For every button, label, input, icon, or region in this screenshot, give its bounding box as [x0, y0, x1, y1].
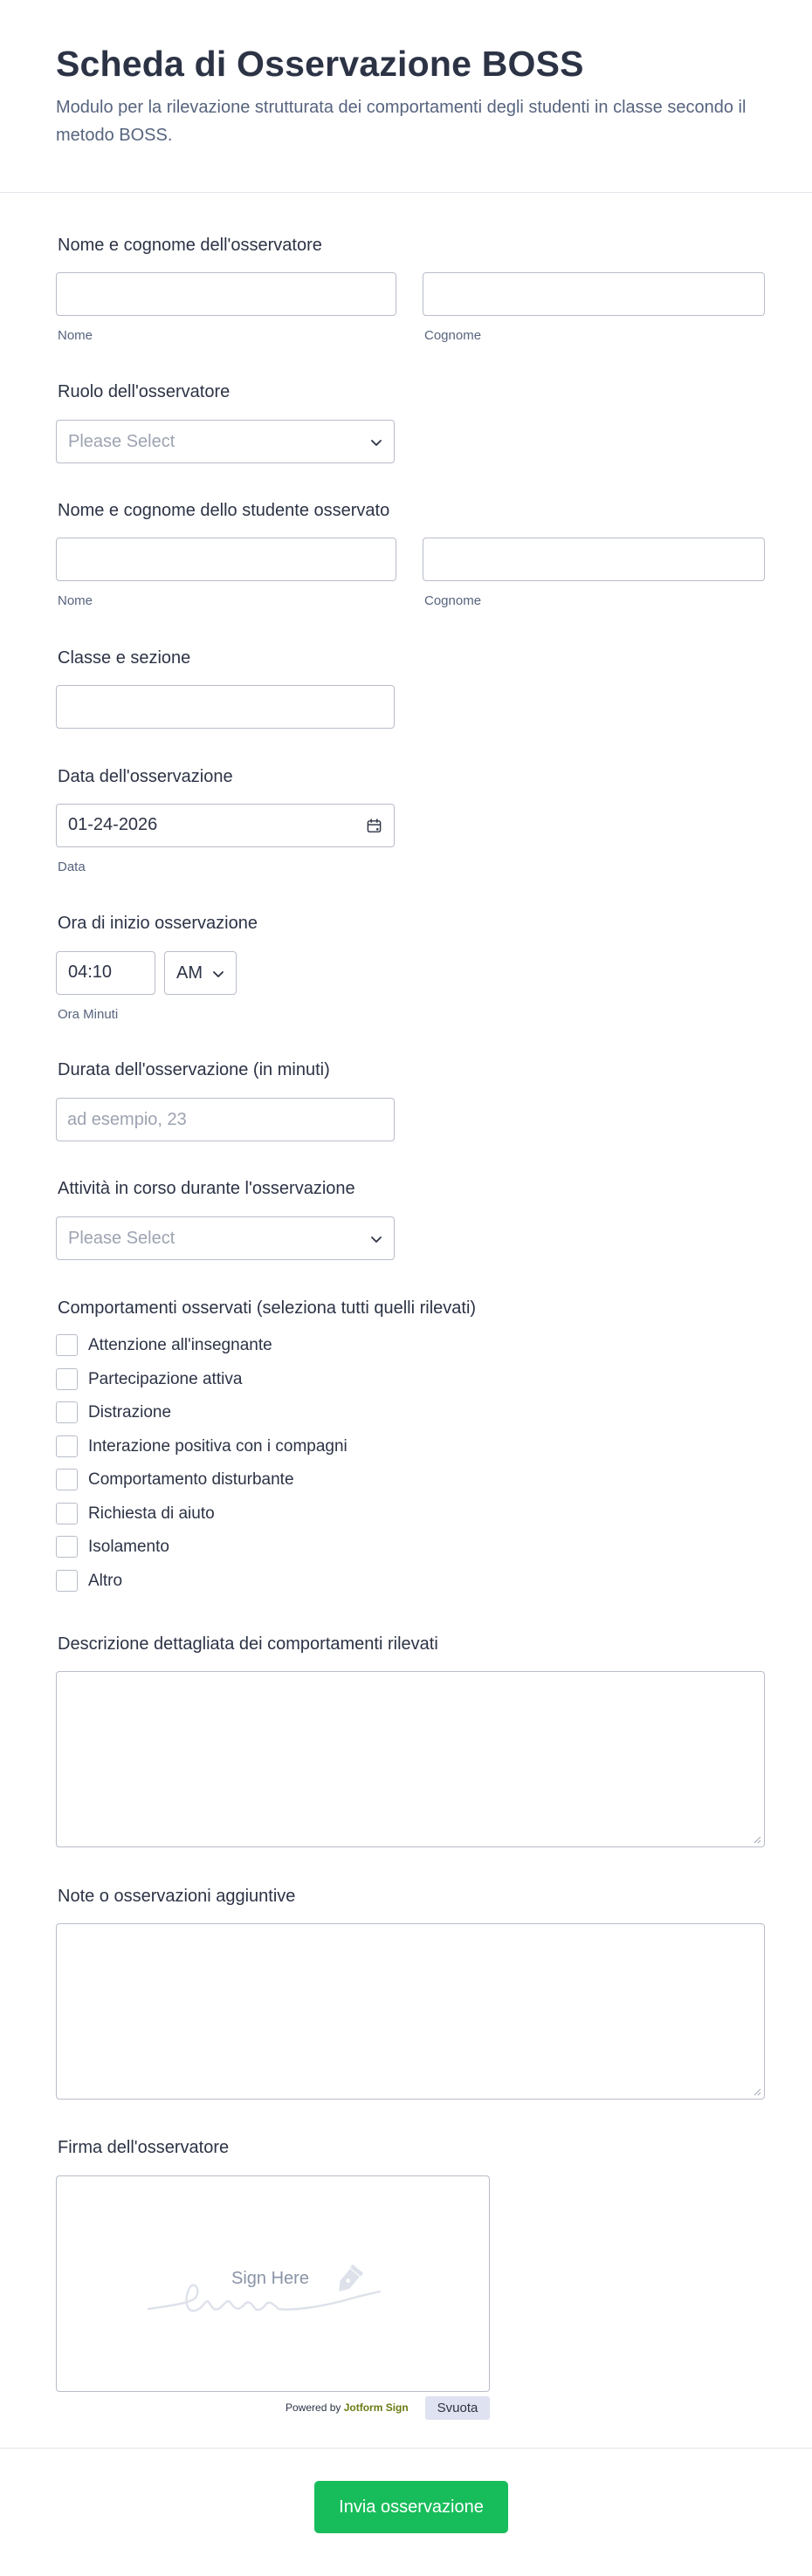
class-section-label: Classe e sezione — [58, 648, 191, 668]
notes-label: Note o osservazioni aggiuntive — [58, 1887, 296, 1906]
behavior-checkbox[interactable] — [56, 1469, 78, 1490]
student-name-label: Nome e cognome dello studente osservato — [58, 501, 390, 520]
form-title: Scheda di Osservazione BOSS — [56, 44, 584, 84]
student-last-name-sublabel: Cognome — [424, 593, 482, 608]
behavior-checkbox[interactable] — [56, 1503, 78, 1524]
behaviors-label: Comportamenti osservati (seleziona tutti quelli rilevati) — [58, 1298, 477, 1318]
behavior-checkbox[interactable] — [56, 1536, 78, 1558]
powered-by-text — [286, 2401, 409, 2414]
signature-placeholder-text: Sign Here — [231, 2269, 309, 2288]
observer-last-name-sublabel: Cognome — [424, 328, 482, 343]
observer-role-select[interactable] — [56, 420, 395, 463]
start-time-hour-minute-input[interactable] — [56, 951, 155, 995]
behavior-checkbox[interactable] — [56, 1334, 78, 1356]
submit-button[interactable]: Invia osservazione — [314, 2481, 508, 2533]
behavior-option-label: Distrazione — [88, 1403, 172, 1422]
footer-divider — [0, 2448, 812, 2449]
powered-by-brand: Jotform Sign — [343, 2401, 409, 2414]
behavior-option-label: Richiesta di aiuto — [88, 1504, 215, 1523]
behavior-option-label: Interazione positiva con i compagni — [88, 1436, 348, 1456]
student-last-name-input[interactable] — [423, 538, 765, 581]
start-time-value: 04:10 — [68, 963, 113, 982]
behavior-option-label: Isolamento — [88, 1538, 169, 1556]
observation-date-sublabel: Data — [58, 860, 86, 874]
behavior-option-label: Altro — [88, 1571, 123, 1590]
start-time-label: Ora di inizio osservazione — [58, 914, 258, 933]
observer-role-placeholder: Please Select — [68, 432, 175, 451]
resize-grip-icon[interactable] — [753, 2087, 761, 2096]
observer-role-label: Ruolo dell'osservatore — [58, 382, 231, 401]
activity-placeholder: Please Select — [68, 1229, 175, 1248]
form-subtitle: Modulo per la rilevazione strutturata dei comportamenti degli studenti in classe secondo il metodo BOSS. — [56, 98, 747, 145]
class-section-input[interactable] — [56, 685, 395, 729]
behavior-checkbox[interactable] — [56, 1368, 78, 1390]
description-textarea[interactable] — [56, 1671, 765, 1847]
activity-select[interactable] — [56, 1216, 395, 1260]
start-time-sublabel: Ora Minuti — [58, 1007, 119, 1022]
duration-input[interactable] — [56, 1098, 395, 1141]
student-first-name-input[interactable] — [56, 538, 396, 581]
chevron-down-icon — [211, 967, 225, 981]
observer-first-name-sublabel: Nome — [58, 328, 93, 343]
observation-date-label: Data dell'osservazione — [58, 767, 233, 786]
clear-signature-button[interactable]: Svuota — [425, 2396, 490, 2420]
duration-label: Durata dell'osservazione (in minuti) — [58, 1060, 330, 1079]
student-first-name-sublabel: Nome — [58, 593, 93, 608]
chevron-down-icon — [369, 1232, 383, 1246]
notes-textarea[interactable] — [56, 1923, 765, 2100]
observer-last-name-input[interactable] — [423, 272, 765, 316]
behavior-option-label: Comportamento disturbante — [88, 1470, 294, 1489]
behavior-option-label: Partecipazione attiva — [88, 1369, 243, 1388]
signature-label: Firma dell'osservatore — [58, 2138, 230, 2157]
activity-label: Attività in corso durante l'osservazione — [58, 1179, 355, 1198]
description-label: Descrizione dettagliata dei comportamenti rilevati — [58, 1634, 438, 1654]
behavior-checkbox[interactable] — [56, 1435, 78, 1457]
signature-pad[interactable] — [56, 2175, 490, 2392]
behavior-checkbox[interactable] — [56, 1401, 78, 1423]
observation-date-input[interactable] — [56, 804, 395, 847]
resize-grip-icon[interactable] — [753, 1835, 761, 1844]
chevron-down-icon — [369, 435, 383, 449]
start-time-ampm-select[interactable] — [164, 951, 237, 995]
behavior-checkbox[interactable] — [56, 1570, 78, 1592]
calendar-icon[interactable] — [366, 818, 382, 834]
observation-date-value: 01-24-2026 — [68, 815, 158, 834]
form-header — [0, 0, 812, 193]
powered-by-prefix: Powered by — [286, 2401, 344, 2414]
start-time-ampm-value: AM — [176, 963, 203, 983]
behavior-option-label: Attenzione all'insegnante — [88, 1336, 272, 1354]
observer-first-name-input[interactable] — [56, 272, 396, 316]
observer-name-label: Nome e cognome dell'osservatore — [58, 236, 322, 255]
